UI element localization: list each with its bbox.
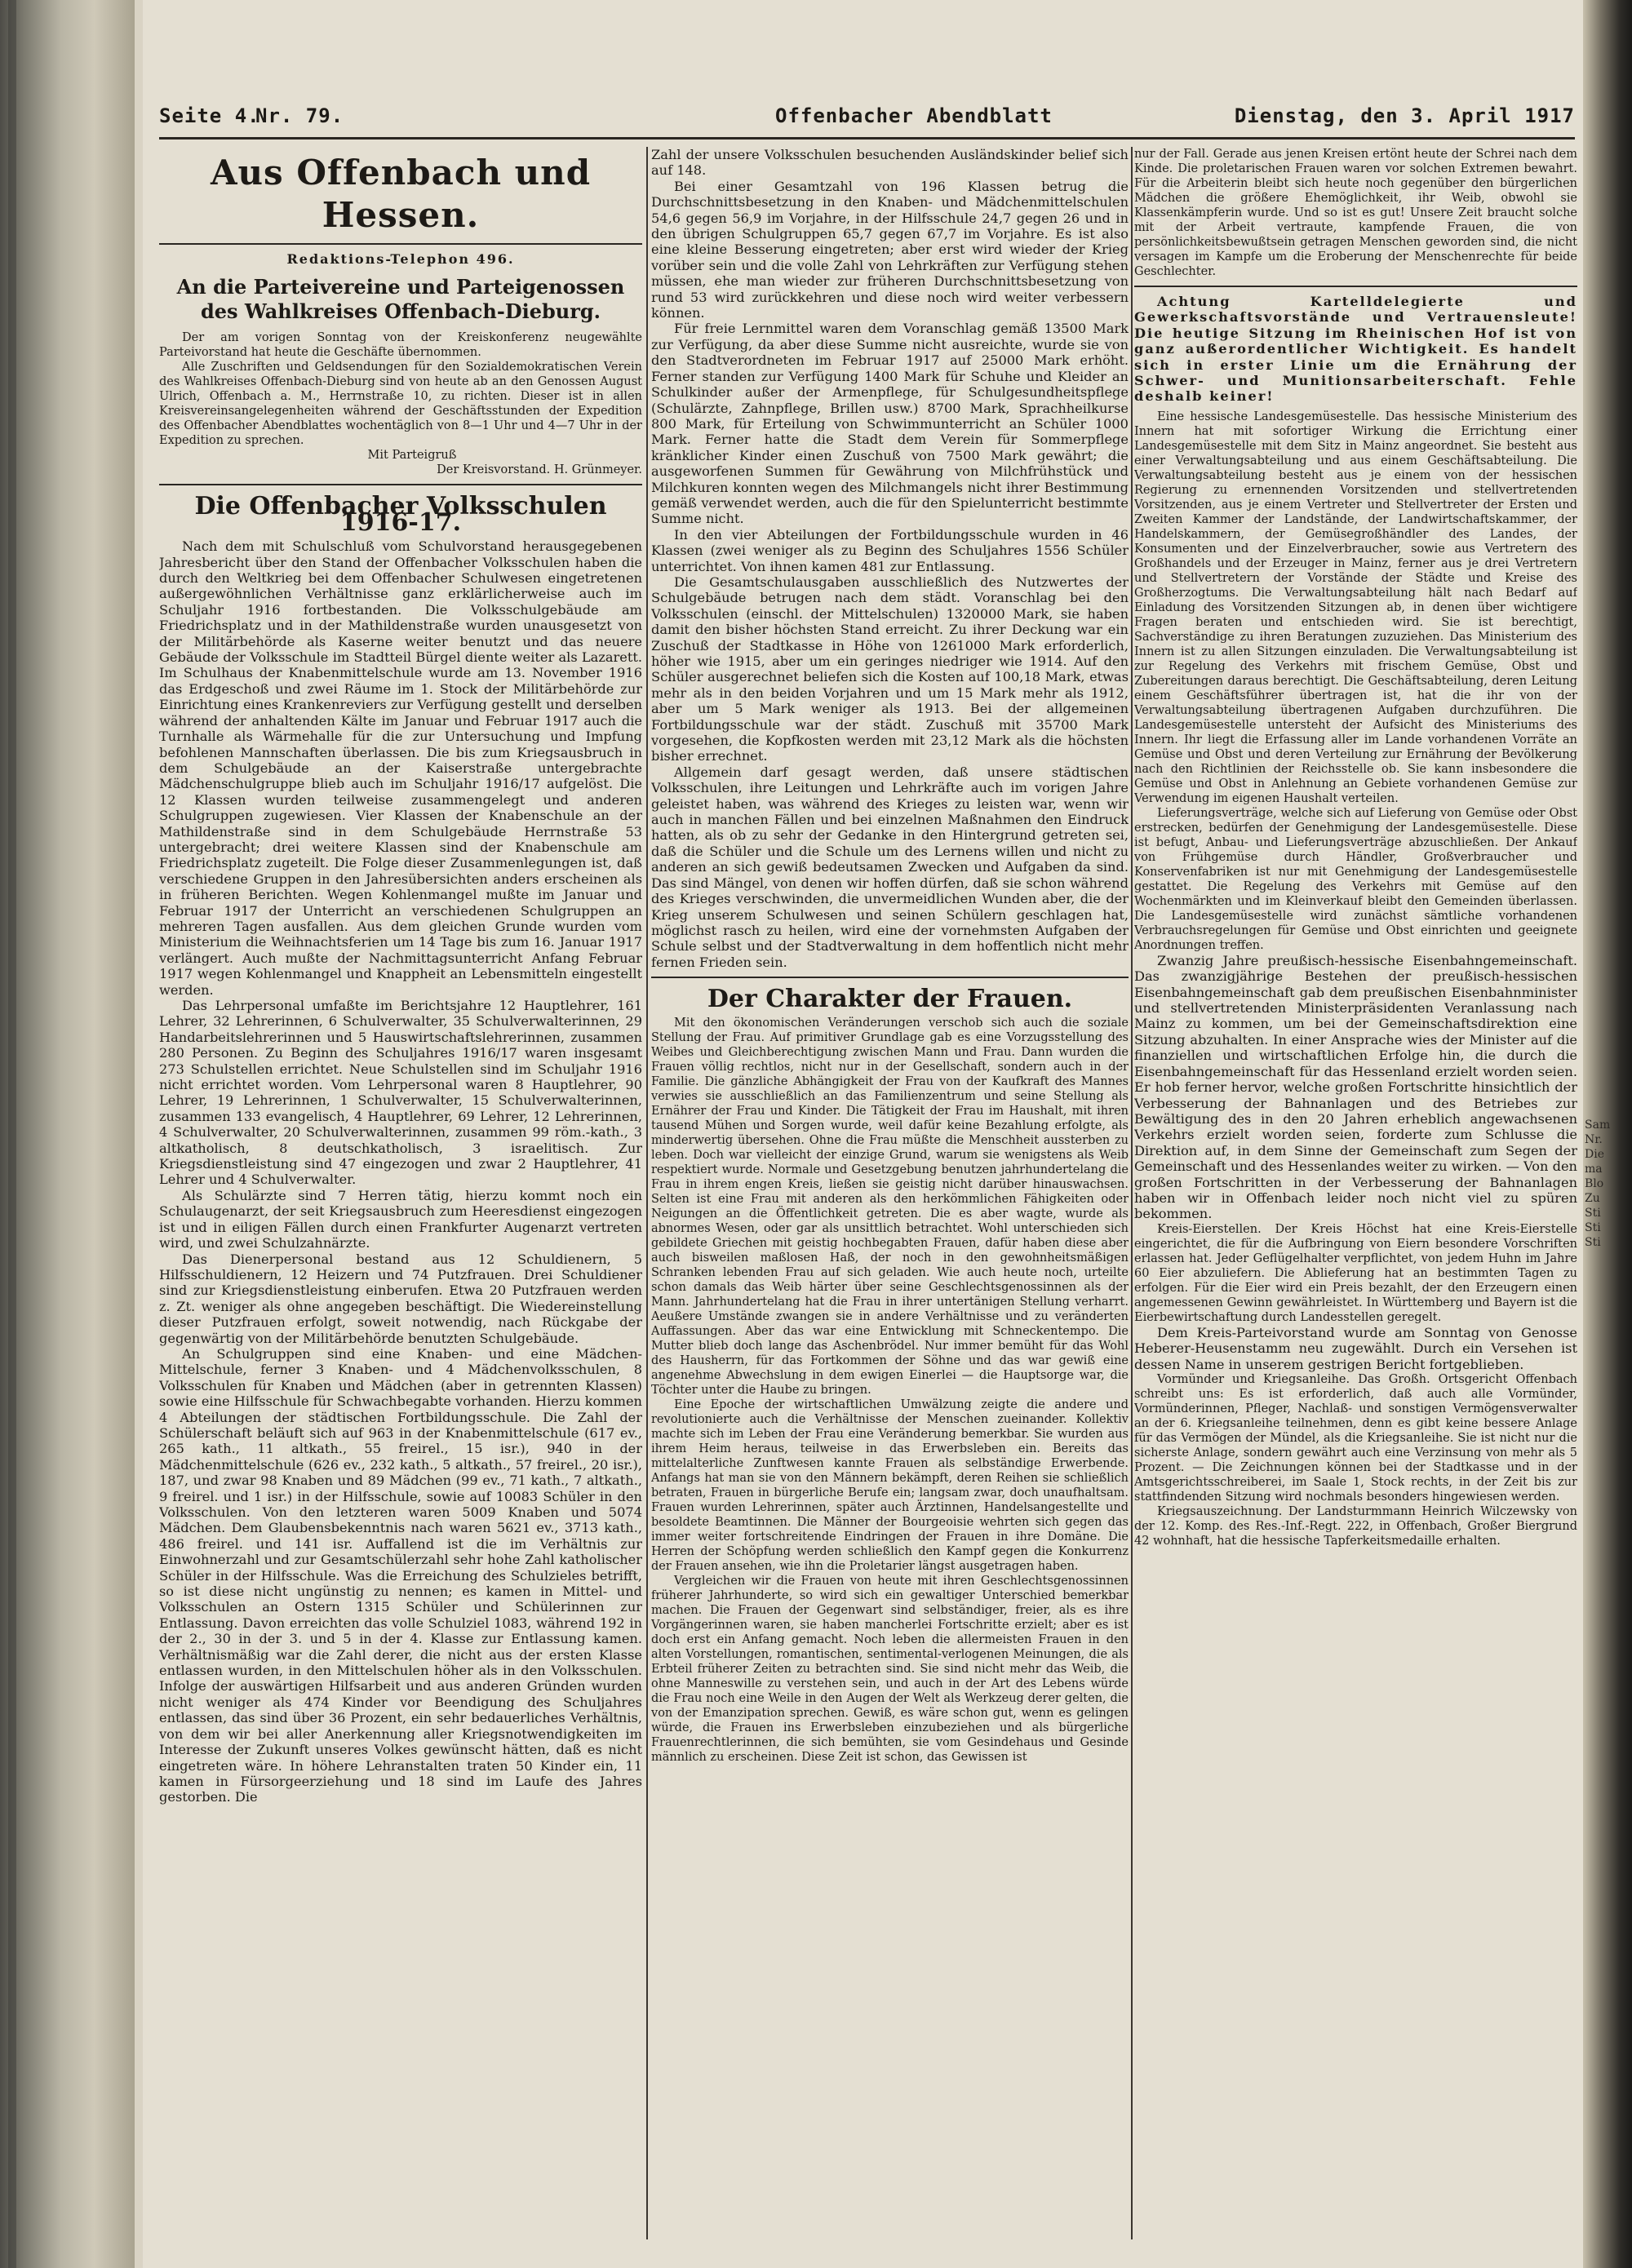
article-paragraph: Allgemein darf gesagt werden, daß unsere städtischen Volksschulen, ihre Leitungen und Lehrkräfte auch im vorigen Jahre geleistet haben, was während des Krieges zu leisten war, wenn wir auch in manchen Fällen und bei einzelnen Maßnahmen den Eindruck hatten, als ob zu sehr der Gedanke in den Hintergrund getreten sei, daß die Schüler und die Schule um des Lernens willen und nicht zu anderen an sich gewiß bedeutsamen Zwecken und Aufgaben da sind. Das sind Mängel, von denen wir hoffen dürfen, daß sie schon während des Krieges verschwinden, die unvermeidlichen Wunden aber, die der Krieg unserem Schulwesen und seinen Schülern geschlagen hat, möglichst rasch zu heilen, wird eine der vornehmsten Aufgaben der Schule selbst und der Stadtverwaltung in dem hoffentlich nicht mehr fernen Frieden sein. [651,764,1129,970]
notice-title: An die Parteivereine und Parteigenossen des Wahlkreises Offenbach-Dieburg. [176,275,625,324]
divider [651,977,1129,978]
article-paragraph: In den vier Abteilungen der Fortbildungsschule wurden in 46 Klassen (zwei weniger als zu Beginn des Schuljahres 1556 Schüler unterrichtet. Von ihnen kamen 481 zur Entlassung. [651,526,1129,574]
divider [159,243,642,245]
notice-paragraph: Der am vorigen Sonntag von der Kreiskonferenz neugewählte Parteivorstand hat heute die Geschäfte übernommen. [159,331,642,360]
column-rule [646,147,648,2239]
article-paragraph: Das Lehrpersonal umfaßte im Berichtsjahre 12 Hauptlehrer, 161 Lehrer, 32 Lehrerinnen, 6 Schulverwalter, 35 Schulverwalterinnen, 29 Handarbeitslehrerinnen und 5 Hauswirtschaftslehrerinnen, zusammen 280 Personen. Zu Beginn des Schuljahres 1916/17 waren insgesamt 273 Schulstellen errichtet. Neue Schulstellen sind im Schuljahr 1916 nicht errichtet worden. Vom Lehrpersonal waren 8 Hauptlehrer, 90 Lehrer, 19 Lehrerinnen, 1 Schulverwalter, 15 Schulverwalterinnen, zusammen 133 evangelisch, 4 Hauptlehrer, 69 Lehrer, 12 Lehrerinnen, 4 Schulverwalter, 20 Schulverwalterinnen, zusammen 99 röm.-kath., 3 altkatholisch, 8 deutschkatholisch, 3 israelitisch. Zur Kriegsdienstleistung sind 47 eingezogen und zwar 2 Hauptlehrer, 41 Lehrer und 4 Schulverwalter. [159,998,642,1188]
article-paragraph: Dem Kreis-Parteivorstand wurde am Sonntag von Genosse Heberer-Heusenstamm neu zugewählt. Durch ein Versehen ist dessen Name in unserem gestrigen Bericht fortgeblieben. [1134,1324,1577,1372]
divider [1134,286,1577,287]
column-3 [1134,147,1577,2244]
fragment-line: Sti [1585,1221,1601,1234]
issue-number: Nr. 79. [255,104,344,127]
fragment-line: ma [1585,1163,1603,1176]
article-paragraph: Das Dienerpersonal bestand aus 12 Schuldienern, 5 Hilfsschuldienern, 12 Heizern und 74 Putzfrauen. Drei Schuldiener sind zur Kriegsdienstleistung einberufen. Etwa 20 Putzfrauen werden z. Zt. weniger als ohne angegeben beschäftigt. Die Wiedereinstellung dieser Putzfrauen erfolgt, soweit notwendig, nach Rückgabe der gegenwärtig von der Militärbehörde benutzten Schulgebäude. [159,1251,642,1346]
article-paragraph: Zahl der unsere Volksschulen besuchenden Ausländskinder belief sich auf 148. [651,147,1129,179]
article-paragraph: Bei einer Gesamtzahl von 196 Klassen betrug die Durchschnittsbesetzung in den Knaben- und Mädchenmittelschulen 54,6 gegen 56,9 im Vorjahre, in der Hilfsschule 24,7 gegen 26 und in den übrigen Schulgruppen 65,7 gegen 67,7 im Vorjahre. Es ist also eine kleine Besserung eingetreten; aber erst wird wieder der Krieg vorüber sein und die volle Zahl von Lehrkräften zur Verfügung stehen müssen, ehe man wieder zur früheren Durchschnittsbesetzung von rund 53 wird zurückkehren und diese noch wird weiter verbessern können. [651,178,1129,321]
article-title: Der Charakter der Frauen. [707,985,1073,1014]
article-paragraph: An Schulgruppen sind eine Knaben- und eine Mädchen-Mittelschule, ferner 3 Knaben- und 4 Mädchenvolksschulen, 8 Volksschulen für Knaben und Mädchen (aber in getrennten Klassen) sowie eine Hilfsschule für Schwachbegabte vorhanden. Hierzu kommen 4 Abteilungen der städtischen Fortbildungsschule. Die Zahl der Schülerschaft beläuft sich auf 963 in der Knabenmittelschule (617 ev., 265 kath., 11 altkath., 55 freirel., 15 isr.), 940 in der Mädchenmittelschule (626 ev., 232 kath., 5 altkath., 57 freirel., 20 isr.), 187, und zwar 98 Knaben und 89 Mädchen (99 ev., 71 kath., 7 altkath., 9 freirel. und 1 isr.) in der Hilfsschule, sowie auf 10083 Schüler in den Volksschulen. Von den letzteren waren 5009 Knaben und 5074 Mädchen. Dem Glaubensbekenntnis nach waren 5621 ev., 3713 kath., 486 freirel. und 141 isr. Auffallend ist die im Verhältnis zur Einwohnerzahl und zur Gesamtschülerzahl sehr hohe Zahl katholischer Schüler in der Hilfsschule. Was die Erreichung des Schulzieles betrifft, so ist diese nicht ungünstig zu nennen; es kamen in Mittel- und Volksschulen an Ostern 1315 Schüler und Schülerinnen zur Entlassung. Davon erreichten das volle Schulziel 1083, während 192 in der 2., 30 in der 3. und 5 in der 4. Klasse zur Entlassung kamen. Verhältnismäßig war die Zahl derer, die nicht aus der ersten Klasse entlassen wurden, in den Mittelschulen höher als in den Volksschulen. Infolge der auswärtigen Hilfsarbeit und aus anderen Gründen wurden nicht weniger als 474 Kinder vor Beendigung des Schuljahres entlassen, das sind über 36 Prozent, ein sehr bedauerliches Verhältnis, von dem wir bei aller Anerkennung aller Kriegsnotwendigkeiten im Interesse der Zukunft unseres Volkes gewünscht hätten, daß es nicht eingetreten wäre. In höhere Lehranstalten traten 50 Kinder ein, 11 kamen in Fürsorgeerziehung und 18 sind im Laufe des Jahres gestorben. Die [159,1345,642,1805]
newspaper-name: Offenbacher Abendblatt [775,104,1053,127]
section-title: Aus Offenbach und Hessen. [210,153,592,235]
signature: Der Kreisvorstand. H. Grünmeyer. [437,463,642,477]
fragment-line: Nr. [1585,1133,1603,1146]
fragment-line: Sti [1585,1236,1601,1249]
notice-paragraph: Achtung Kartelldelegierte und Gewerkschaftsvorstände und Vertrauensleute! Die heutige Sitzung im Rheinischen Hof ist von ganz außerordentlicher Wichtigkeit. Es handelt sich in erster Linie um die Ernährung der Schwer- und Munitionsarbeiterschaft. Fehle deshalb keiner! [1134,294,1577,405]
fragment-line: Blo [1585,1177,1604,1190]
page-header [159,104,1575,137]
article-paragraph: Zwanzig Jahre preußisch-hessische Eisenbahngemeinschaft. Das zwanzigjährige Bestehen der preußisch-hessischen Eisenbahngemeinschaft gab dem preußischen Eisenbahnminister und stellvertretenden Ministerpräsidenten Veranlassung nach Mainz zu kommen, um bei der Gemeinschaftsdirektion eine Sitzung abzuhalten. In einer Ansprache wies der Minister auf die finanziellen und wirtschaftlichen Erfolge hin, die durch die Eisenbahngemeinschaft für das Hessenland erzielt worden seien. Er hob ferner hervor, welche großen Fortschritte hinsichtlich der Verbesserung der Bahnanlagen und des Betriebes zur Bewältigung des in den 20 Jahren erheblich angewachsenen Verkehrs erzielt worden seien, forderte zum Schlusse die Direktion auf, in dem Sinne der Gemeinschaft zum Segen der Gemeinschaft und des Hessenlandes weiter zu wirken. — Von den großen Fortschritten in der Verbesserung der Bahnanlagen haben wir in Offenbach leider noch nicht viel zu spüren bekommen. [1134,952,1577,1222]
book-binding [0,0,135,2268]
article-paragraph: Eine hessische Landesgemüsestelle. Das hessische Ministerium des Innern hat mit sofortiger Wirkung die Errichtung einer Landesgemüsestelle mit dem Sitz in Mainz angeordnet. Sie besteht aus einer Verwaltungsabteilung und aus einem Geschäftsabteilung. Die Verwaltungsabteilung besteht aus je einem von der hessischen Regierung zu ernennenden Vorsitzenden und stellvertretenden Vorsitzenden, aus je einem Vertreter und Stellvertreter der Ersten und Zweiten Kammer der Landstände, der Landwirtschaftskammer, der Handelskammern, der Gemüsegroßhändler des Landes, der Konsumenten und der Einzelverbraucher, sowie aus Vertretern des Großhandels und der Erzeuger in Mainz, ferner aus je drei Vertretern und Stellvertretern der Vorstände der Städte und Kreise des Großherzogtums. Die Verwaltungsabteilung hält nach Bedarf auf Einladung des Vorsitzenden Sitzungen ab, in denen über wichtigere Fragen beraten und entschieden wird. Sie ist berechtigt, Sachverständige zu ihren Beratungen zuzuziehen. Das Ministerium des Innern ist zu allen Sitzungen einzuladen. Die Verwaltungsabteilung ist zur Regelung des Verkehrs mit frischem Gemüse, Obst und Zubereitungen daraus berechtigt. Die Geschäftsabteilung, deren Leitung einem Geschäftsführer übertragen ist, hat die ihr von der Verwaltungsabteilung übertragenen Aufgaben durchzuführen. Die Landesgemüsestelle untersteht der Aufsicht des Ministeriums des Innern. Ihr liegt die Erfassung aller im Lande vorhandenen Vorräte an Gemüse und Obst und deren Verteilung zur Ernährung der Bevölkerung nach den Richtlinien der Reichsstelle ob. Sie kann insbesondere die Gemüse und Obst in Anlehnung an Gebiete vorhandenen Gemüse zur Verwendung im eigenen Haushalt verteilen. [1134,410,1577,805]
fragment-line: Zu [1585,1192,1600,1205]
article-paragraph: Kriegsauszeichnung. Der Landsturmmann Heinrich Wilczewsky von der 12. Komp. des Res.-Inf.-Regt. 222, in Offenbach, Großer Biergrund 42 wohnhaft, hat die hessische Tapferkeitsmedaille erhalten. [1134,1504,1577,1548]
notice-paragraph: Alle Zuschriften und Geldsendungen für den Sozialdemokratischen Verein des Wahlkreises Offenbach-Dieburg sind von heute ab an den Genossen August Ulrich, Offenbach a. M., Herrnstraße 10, zu richten. Dieser ist in allen Kreisvereinsangelegenheiten während der Geschäftsstunden der Expedition des Offenbacher Abendblattes wochentäglich von 8—1 Uhr und 4—7 Uhr in der Expedition zu sprechen. [159,361,642,448]
article-paragraph: Nach dem mit Schulschluß vom Schulvorstand herausgegebenen Jahresbericht über den Stand der Offenbacher Volksschulen haben die durch den Weltkrieg bei dem Offenbacher Schulwesen eingetretenen außergewöhnlichen Verhältnisse ganz erklärlicherweise auch im Schuljahr 1916 fortbestanden. Die Volksschulgebäude am Friedrichsplatz und in der Mathildenstraße wurden unausgesetzt von der Militärbehörde als Kaserne weiter benutzt und das neuere Gebäude der Volksschule im Stadtteil Bürgel diente weiter als Lazarett. Im Schulhaus der Knabenmittelschule wurde am 13. November 1916 das Erdgeschoß und zwei Räume im 1. Stock der Militärbehörde zur Einrichtung eines Krankenreviers zur Verfügung gestellt und derselben während der anhaltenden Kälte im Januar und Februar 1917 auch die Turnhalle als Wärmehalle für die zur Untersuchung und Impfung befohlenen Mannschaften überlassen. Die bis zum Kriegsausbruch in dem Schulgebäude an der Kaiserstraße untergebrachte Mädchenschulgruppe blieb auch im Schuljahr 1916/17 aufgelöst. Die 12 Klassen wurden teilweise zusammengelegt und anderen Schulgruppen zugewiesen. Vier Klassen der Knabenschule an der Mathildenstraße sind in dem Schulgebäude Herrnstraße 53 untergebracht; drei weitere Klassen sind der Knabenschule am Friedrichsplatz zugeteilt. Die Folge dieser Zusammenlegungen ist, daß verschiedene Gruppen in den Jahresübersichten anders erscheinen als in früheren Berichten. Wegen Kohlenmangel mußte im Januar und Februar 1917 der Unterricht an verschiedenen Schulgruppen an mehreren Tagen ausfallen. Aus dem gleichen Grunde wurden vom Ministerium die Weihnachtsferien um 14 Tage bis zum 16. Januar 1917 verlängert. Auch mußte der Nachmittagsunterricht Anfang Februar 1917 wegen Kohlenmangel und Knappheit an Lebensmitteln eingestellt werden. [159,538,642,998]
fragment-line: Sti [1585,1207,1601,1220]
article-paragraph: Für freie Lernmittel waren dem Voranschlag gemäß 13500 Mark zur Verfügung, da aber diese Summe nicht ausreichte, wurde sie von den Stadtverordneten im Februar 1917 auf 25000 Mark erhöht. Ferner standen zur Verfügung 1400 Mark für Schuhe und Kleider an Schulkinder außer der Armenpflege, für Schulgesundheitspflege (Schulärzte, Zahnpflege, Brillen usw.) 8700 Mark, Sprachheilkurse 800 Mark, für Erteilung von Schwimmunterricht an Schüler 1000 Mark. Ferner hatte die Stadt dem Verein für Sommerpflege kränklicher Kinder einen Zuschuß von 7500 Mark gewährt; die ausgeworfenen Summen für Gewährung von Milchfrühstück und Milchkuren konnten wegen des Milchmangels nicht ihrer Bestimmung gemäß verwendet werden, auch die für den Spielunterricht bestimmte Summe nicht. [651,321,1129,527]
fragment-line: Die [1585,1148,1604,1161]
greeting: Mit Parteigruß [367,449,457,463]
column-rule [1131,147,1133,2239]
adjacent-page-fragment [1585,1118,1609,1250]
issue-date: Dienstag, den 3. April 1917 [1234,104,1575,127]
article-paragraph: Vormünder und Kriegsanleihe. Das Großh. Ortsgericht Offenbach schreibt uns: Es ist erforderlich, daß auch alle Vormünder, Vormünderinnen, Pfleger, Nachlaß- und sonstigen Vermögensverwalter an der 6. Kriegsanleihe teilnehmen, denn es gibt keine bessere Anlage für das Vermögen der Mündel, als die Kriegsanleihe. Sie ist nicht nur die sicherste Anlage, sondern gewährt auch eine Verzinsung von mehr als 5 Prozent. — Die Zeichnungen können bei der Stadtkasse und in der Amtsgerichtsschreiberei, im Saale 1, Stock rechts, in der Zeit bis zur stattfindenden Sitzung wird nochmals besonders hingewiesen werden. [1134,1372,1577,1504]
article-paragraph: Kreis-Eierstellen. Der Kreis Höchst hat eine Kreis-Eierstelle eingerichtet, die für die Aufbringung von Eiern besondere Vorschriften erlassen hat. Jeder Geflügelhalter verpflichtet, von jedem Huhn im Jahre 60 Eier abzuliefern. Die Ablieferung hat an bestimmten Tagen zu erfolgen. Für die Eier wird ein Preis bezahlt, der den Erzeugern einen angemessenen Gewinn gewährleistet. In Württemberg und Bayern ist die Eierbewirtschaftung durch Landesstellen geregelt. [1134,1222,1577,1324]
column-1 [159,147,642,2244]
article-paragraph: Eine Epoche der wirtschaftlichen Umwälzung zeigte die andere und revolutionierte auch die Verhältnisse der Menschen zueinander. Kollektiv machte sich im Leben der Frau eine Veränderung bemerkbar. Sie wurden aus ihrem Heim heraus, teilweise in das Erwerbsleben ein. Bereits das mittelalterliche Zunftwesen kannte Frauen als selbständige Erwerbende. Anfangs hat man sie von den Männern bekämpft, deren Reihen sie schließlich betraten, Frauen in bürgerliche Berufe ein; langsam zwar, doch unaufhaltsam. Frauen wurden Lehrerinnen, später auch Ärztinnen, Handelsangestellte und besoldete Beamtinnen. Die Männer der Bourgeoisie wehrten sich gegen das immer weiter fortschreitende Eindringen der Frauen in ihre Domäne. Die Herren der Schöpfung werden schließlich den Kampf gegen die Konkurrenz der Frauen ansehen, wie ihn die Proletarier längst ausgetragen haben. [651,1398,1129,1573]
column-2 [651,147,1129,2244]
page-number: Seite 4. [159,104,260,127]
article-paragraph: Mit den ökonomischen Veränderungen verschob sich auch die soziale Stellung der Frau. Auf primitiver Grundlage gab es eine Vorzugsstellung des Weibes und Gleichberechtigung zwischen Mann und Frau. Dann wurden die Frauen völlig rechtlos, nicht nur in der Gesellschaft, sondern auch in der Familie. Die gänzliche Abhängigkeit der Frau von der Kaufkraft des Mannes verwies sie ausschließlich an das Familienzentrum und seine Stellung als Ernährer der Frau und Kinder. Die Tätigkeit der Frau im Haushalt, mit ihren tausend Mühen und Sorgen wurde, weil dafür keine Bezahlung erfolgte, als minderwertig übersehen. Ohne die Frau müßte die Menschheit aussterben zu leben. Doch war vielleicht der einzige Grund, warum sie wenigstens als Weib respektiert wurde. Normale und Gesetzgebung benutzen jahrhundertelang die Frau in ihrem engen Kreis, ließen sie geistig nicht darüber hinauswachsen. Selten ist eine Frau mit anderen als den herkömmlichen Fähigkeiten oder Neigungen an die Öffentlichkeit getreten. Die es aber wagte, wurde als abnormes Wesen, oder gar als unsittlich betrachtet. Wohl unterschieden sich gebildete Griechen mit geistig hochbegabten Frauen, dafür haben diese aber auch bisweilen maßlosen Haß, der noch in den gewohnheitsmäßigen Schranken lebenden Frau auf sich geladen. Wie auch heute noch, urteilte schon damals das Weib härter über seine Geschlechtsgenossinnen als der Mann. Jahrhundertelang hat die Frau in ihrer untertänigen Stellung verharrt. Aeußere Umstände zwangen sie in andere Verhältnisse und zu veränderten Auffassungen. Aber das war eine Entwicklung mit Schneckentempo. Die Mutter blieb doch lange das Aschenbrödel. Nur immer bemüht für das Wohl des Hausherrn, für das Fortkommen der Söhne und das war gewiß eine angenehme Abwechslung in dem ewigen Einerlei — die Hauptsorge war, die Töchter unter die Haube zu bringen. [651,1016,1129,1397]
binding-spine [8,0,16,2268]
article-paragraph: Die Gesamtschulausgaben ausschließlich des Nutzwertes der Schulgebäude betrugen nach dem städt. Voranschlag bei den Volksschulen (einschl. der Mittelschulen) 1320000 Mark, sie haben damit den bisher höchsten Stand erreicht. Zu ihrer Deckung war ein Zuschuß der Stadtkasse in Höhe von 1261000 Mark erforderlich, höher wie 1915, aber um ein geringes niedriger wie 1914. Auf den Schüler ausgerechnet beliefen sich die Kosten auf 100,18 Mark, etwas mehr als in den beiden Vorjahren und um 15 Mark mehr als 1912, aber um 5 Mark weniger als 1913. Bei der allgemeinen Fortbildungsschule war der städt. Zuschuß mit 35700 Mark vorgesehen, die Kopfkosten werden mit 23,12 Mark als die höchsten bisher errechnet. [651,574,1129,764]
telephone-line: Redaktions-Telephon 496. [286,251,515,267]
article-paragraph: nur der Fall. Gerade aus jenen Kreisen ertönt heute der Schrei nach dem Kinde. Die proletarischen Frauen waren vor solchen Extremen bewahrt. Für die Arbeiterin bleibt sich heute noch gegenüber den bürgerlichen Mädchen die größere Ehemöglichkeit, ihr Weib, obwohl sie Klassenkämpferin wurde. Und so ist es gut! Unsere Zeit braucht solche mit der Arbeit vertraute, kampfende Frauen, die von persönlichkeitsbewußtsein getragen Menschen geworden sind, die nicht versagen im Kampfe um die Eroberung der Menschenrechte für beide Geschlechter. [1134,148,1577,278]
article-title: Die Offenbacher Volksschulen 1916-17. [194,492,607,537]
article-paragraph: Als Schulärzte sind 7 Herren tätig, hierzu kommt noch ein Schulaugenarzt, der seit Kriegsausbruch zum Heeresdienst eingezogen ist und in eiligen Fällen durch einen Frankfurter Augenarzt vertreten wird, und zwei Schulzahnärzte. [159,1187,642,1251]
article-paragraph: Lieferungsverträge, welche sich auf Lieferung von Gemüse oder Obst erstrecken, bedürfen der Genehmigung der Landesgemüsestelle. Diese ist befugt, Anbau- und Lieferungsverträge abzuschließen. Der Ankauf von Frühgemüse durch Händler, Großverbraucher und Konservenfabriken ist nur mit Genehmigung der Landesgemüsestelle gestattet. Die Regelung des Verkehrs mit Gemüse auf den Wochenmärkten und im Kleinverkauf bleibt den Gemeinden überlassen. Die Landesgemüsestelle wird zunächst sämtliche vorhandenen Verbrauchsregelungen für Gemüse und Obst einrichten und geeignete Anordnungen treffen. [1134,806,1577,952]
header-rule [159,137,1575,140]
divider [159,484,642,485]
fragment-line: Sam [1585,1118,1611,1132]
article-paragraph: Vergleichen wir die Frauen von heute mit ihren Geschlechtsgenossinnen früherer Jahrhunderte, so wird sich ein gewaltiger Unterschied bemerkbar machen. Die Frauen der Gegenwart sind selbständiger, freier, als es ihre Vorgängerinnen waren, sie haben mancherlei Fortschritte erzielt; aber es ist doch erst ein Anfang gemacht. Noch leben die allermeisten Frauen in den alten Vorstellungen, romantischen, sentimental-verlogenen Meinungen, die als Erbteil früherer Zeiten zu betrachten sind. Sie sind nicht mehr das Weib, die ohne Manneswille zu verstehen sein, und auch in der Art des Lebens würde die Frau noch eine Weile in den Augen der Welt als Werkzeug derer gelten, die von der Emanzipation sprechen. Gewiß, es wäre schon gut, wenn es gelingen würde, die Frauen ins Erwerbsleben einzubeziehen und als bürgerliche Frauenrechtlerinnen, die sich bemühten, sie vom Gesindehaus und Gesinde männlich zu erscheinen. Diese Zeit ist schon, das Gewissen ist [651,1574,1129,1764]
